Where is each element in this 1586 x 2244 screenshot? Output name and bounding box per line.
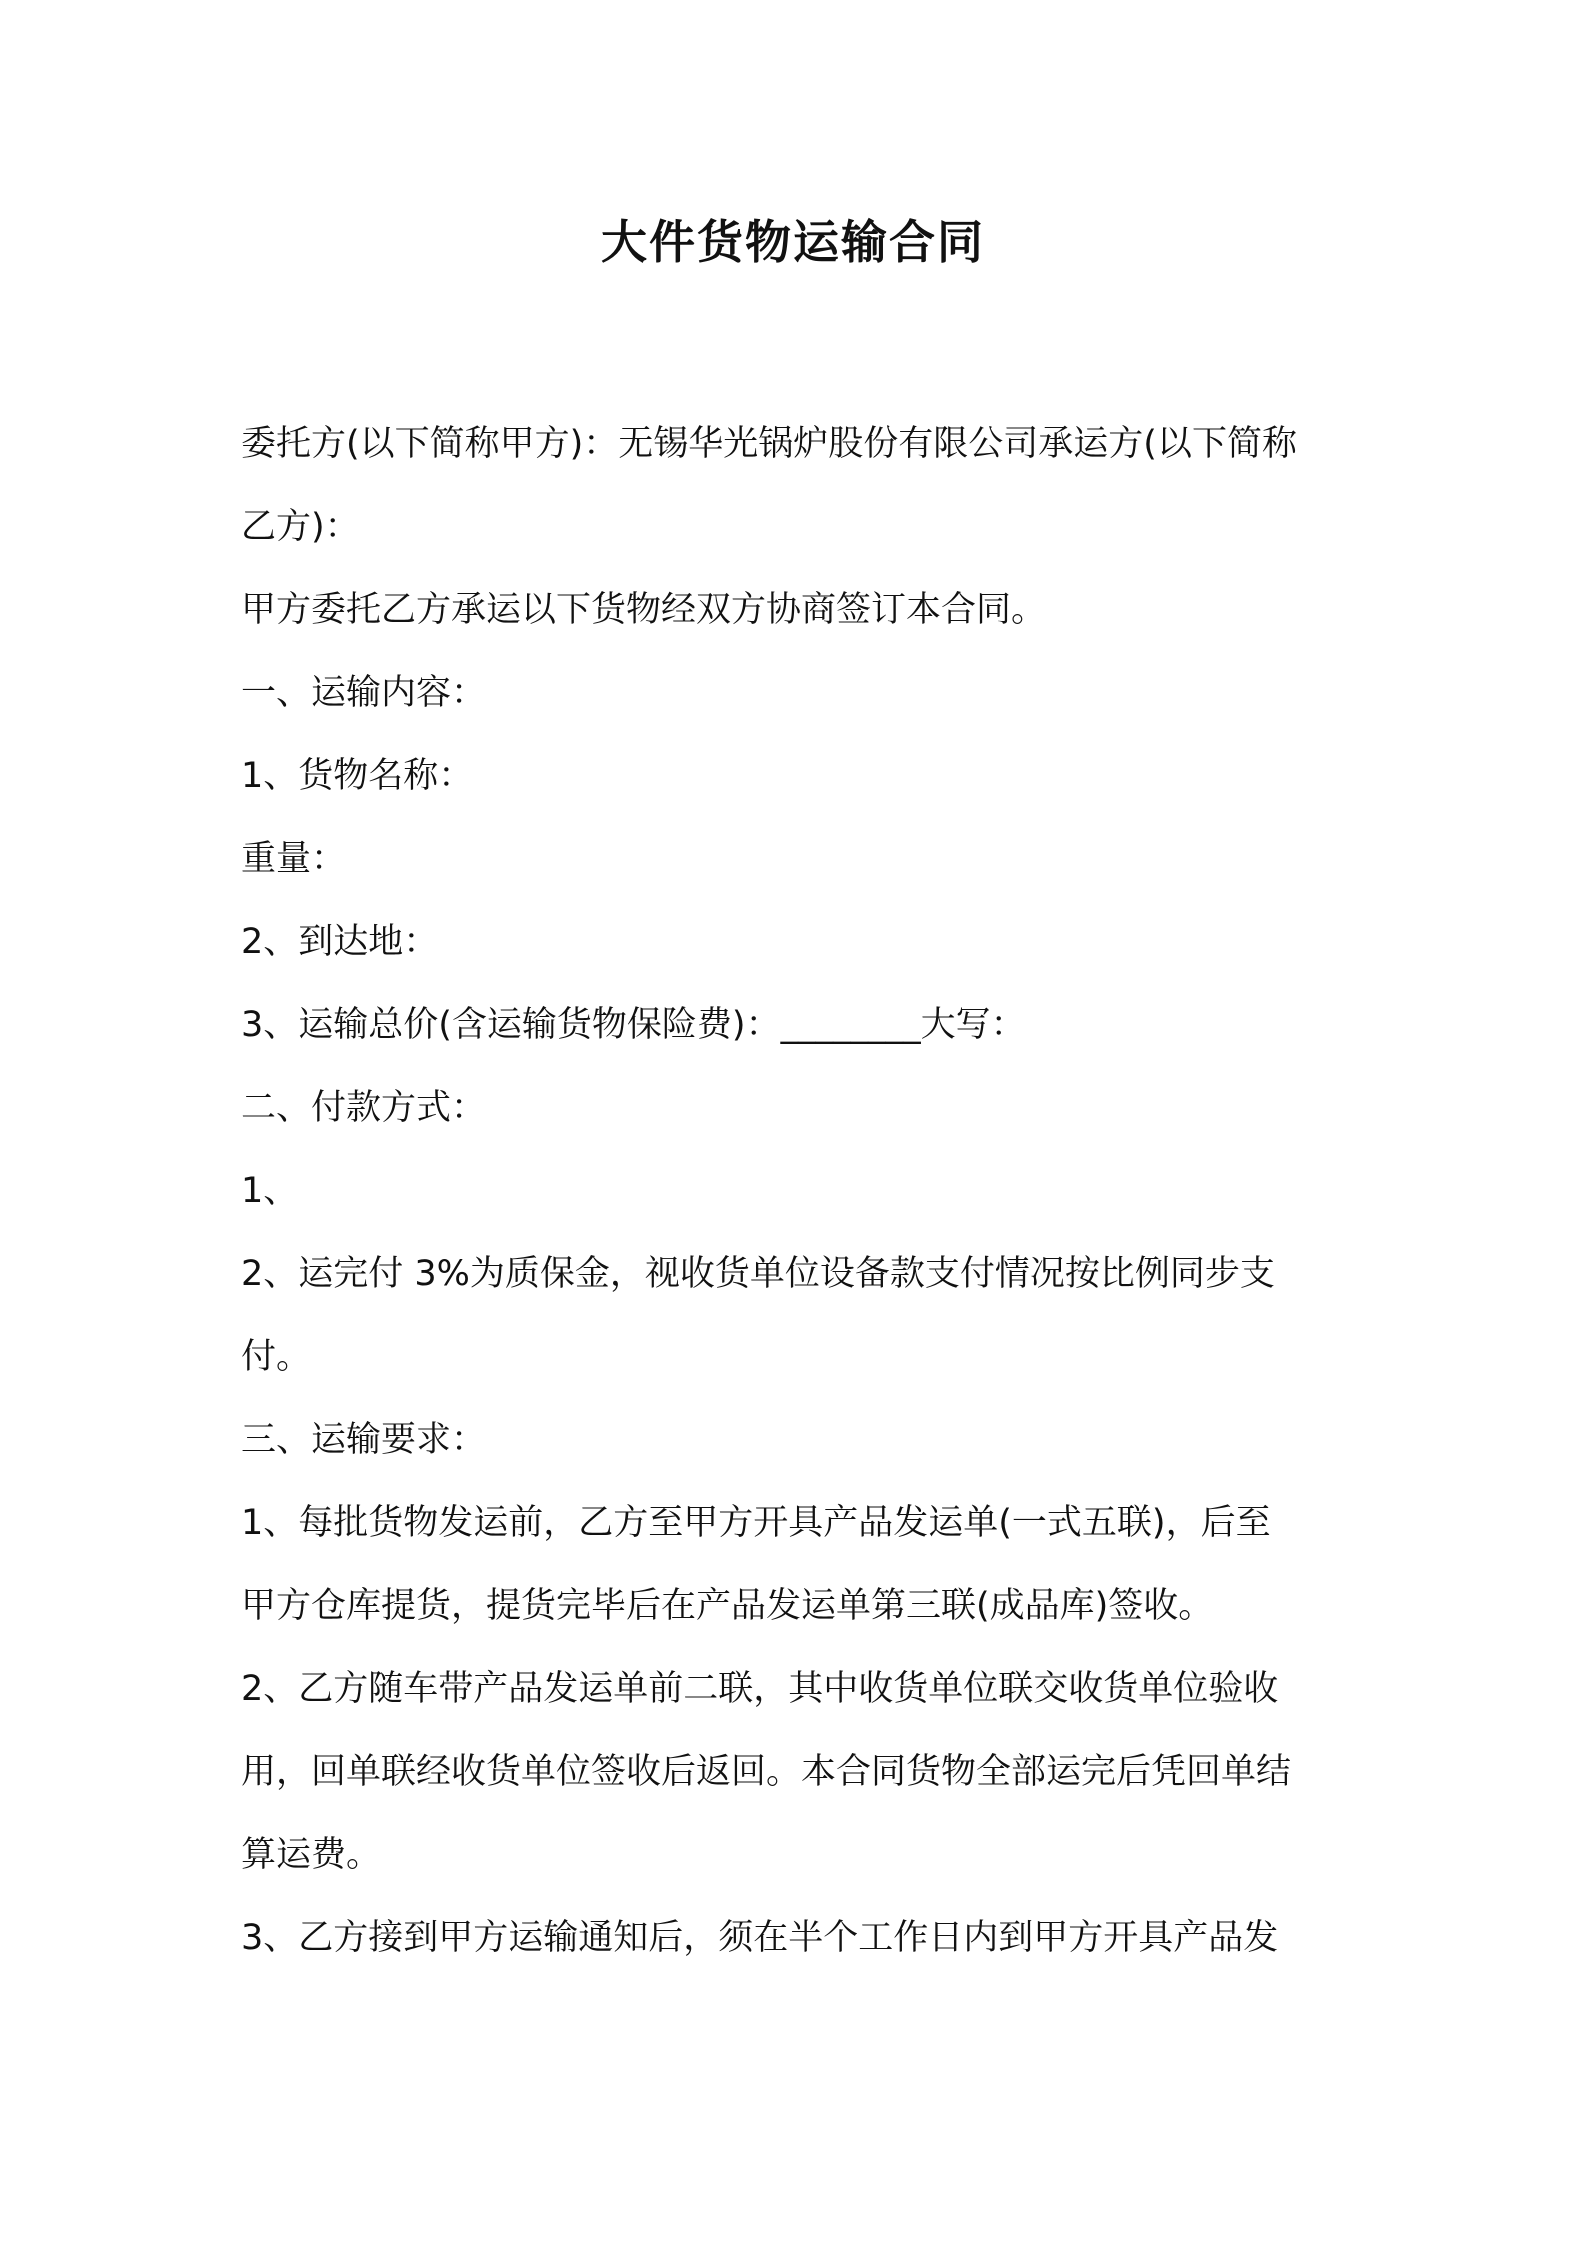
text-line: 1、每批货物发运前，乙方至甲方开具产品发运单(一式五联)，后至 (241, 1503, 1271, 1543)
text-line: 重量： (241, 839, 347, 879)
text-line: 付。 (241, 1337, 312, 1377)
text-line: 2、运完付 3%为质保金，视收货单位设备款支付情况按比例同步支 (241, 1254, 1275, 1294)
text-line: 2、到达地： (241, 922, 439, 962)
text-line: 算运费。 (241, 1835, 382, 1875)
text-line: 1、货物名称： (241, 756, 474, 796)
section-heading: 三、运输要求： (241, 1420, 487, 1460)
section-heading: 二、付款方式： (241, 1088, 487, 1128)
text-line: 2、乙方随车带产品发运单前二联，其中收货单位联交收货单位验收 (241, 1669, 1279, 1709)
section-heading: 一、运输内容： (241, 673, 487, 713)
text-line: 3、乙方接到甲方运输通知后，须在半个工作日内到甲方开具产品发 (241, 1918, 1279, 1958)
text-line: 甲方仓库提货，提货完毕后在产品发运单第三联(成品库)签收。 (241, 1586, 1214, 1626)
document-body (241, 403, 1351, 1980)
text-line: 3、运输总价(含运输货物保险费)：________大写： (241, 1005, 1026, 1045)
text-line: 用，回单联经收货单位签收后返回。本合同货物全部运完后凭回单结 (241, 1752, 1292, 1792)
text-line: 委托方(以下简称甲方)：无锡华光锅炉股份有限公司承运方(以下简称 (241, 424, 1297, 464)
text-line: 1、 (241, 1171, 299, 1211)
text-line: 甲方委托乙方承运以下货物经双方协商签订本合同。 (241, 590, 1047, 630)
document-title: 大件货物运输合同 (601, 215, 985, 269)
text-line: 乙方)： (241, 507, 360, 547)
